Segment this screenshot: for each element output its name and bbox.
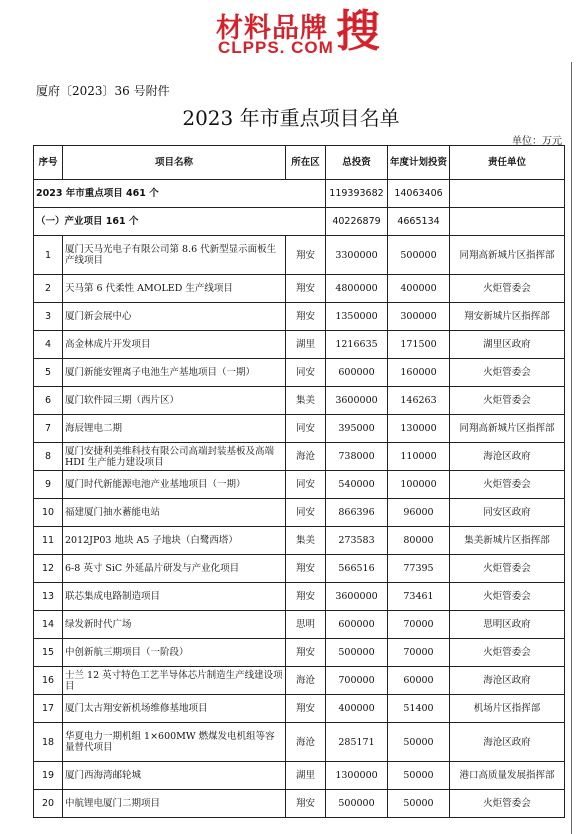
industry-annual: 4665134 <box>388 208 450 236</box>
project-unit: 同翔高新城片区指挥部 <box>450 415 565 443</box>
project-district: 同安 <box>286 471 326 499</box>
project-unit: 海沧区政府 <box>450 443 565 471</box>
table-row <box>34 236 565 275</box>
project-name: 绿发新时代广场 <box>63 611 286 639</box>
project-annual: 110000 <box>388 443 450 471</box>
unit-label: 单位：万元 <box>512 136 562 147</box>
project-no: 15 <box>34 639 63 667</box>
project-district: 湖里 <box>286 762 326 790</box>
project-no: 6 <box>34 387 63 415</box>
project-total: 285171 <box>326 723 388 762</box>
project-name: 海辰锂电二期 <box>63 415 286 443</box>
project-annual: 400000 <box>388 275 450 303</box>
project-annual: 77395 <box>388 555 450 583</box>
project-total: 3300000 <box>326 236 388 275</box>
project-no: 14 <box>34 611 63 639</box>
industry-row <box>34 208 565 236</box>
table-row <box>34 667 565 695</box>
table-row <box>34 303 565 331</box>
project-unit: 同翔高新城片区指挥部 <box>450 236 565 275</box>
project-no: 20 <box>34 790 63 818</box>
project-name: 士兰 12 英寸特色工艺半导体芯片制造生产线建设项目 <box>63 667 286 695</box>
header-name: 项目名称 <box>63 146 286 180</box>
project-annual: 50000 <box>388 790 450 818</box>
project-annual: 300000 <box>388 303 450 331</box>
table-row <box>34 275 565 303</box>
project-district: 同安 <box>286 499 326 527</box>
project-no: 7 <box>34 415 63 443</box>
project-no: 8 <box>34 443 63 471</box>
table-row <box>34 611 565 639</box>
site-logo[interactable] <box>214 6 384 56</box>
project-unit: 海沧区政府 <box>450 723 565 762</box>
project-district: 翔安 <box>286 639 326 667</box>
table-row <box>34 723 565 762</box>
table-row <box>34 639 565 667</box>
project-total: 273583 <box>326 527 388 555</box>
table-header-row <box>34 146 565 180</box>
project-name: 厦门新会展中心 <box>63 303 286 331</box>
project-unit: 火炬管委会 <box>450 359 565 387</box>
project-total: 566516 <box>326 555 388 583</box>
project-annual: 130000 <box>388 415 450 443</box>
project-unit: 港口高质量发展指挥部 <box>450 762 565 790</box>
project-no: 11 <box>34 527 63 555</box>
table-row <box>34 387 565 415</box>
project-district: 海沧 <box>286 667 326 695</box>
project-no: 13 <box>34 583 63 611</box>
project-annual: 50000 <box>388 762 450 790</box>
project-district: 同安 <box>286 359 326 387</box>
project-total: 3600000 <box>326 583 388 611</box>
project-annual: 171500 <box>388 331 450 359</box>
project-total: 4800000 <box>326 275 388 303</box>
project-district: 海沧 <box>286 723 326 762</box>
table-row <box>34 695 565 723</box>
project-district: 翔安 <box>286 790 326 818</box>
project-total: 600000 <box>326 611 388 639</box>
project-district: 翔安 <box>286 275 326 303</box>
project-no: 10 <box>34 499 63 527</box>
table-row <box>34 415 565 443</box>
project-annual: 500000 <box>388 236 450 275</box>
table-row <box>34 331 565 359</box>
project-no: 1 <box>34 236 63 275</box>
project-unit: 同安区政府 <box>450 499 565 527</box>
header-district: 所在区 <box>286 146 326 180</box>
project-unit: 翔安新城片区指挥部 <box>450 303 565 331</box>
project-annual: 100000 <box>388 471 450 499</box>
project-name: 厦门安捷利美维科技有限公司高端封装基板及高端 HDI 生产能力建设项目 <box>63 443 286 471</box>
project-total: 500000 <box>326 639 388 667</box>
header-total: 总投资 <box>326 146 388 180</box>
project-total: 866396 <box>326 499 388 527</box>
project-name: 华夏电力一期机组 1×600MW 燃煤发电机组等容量替代项目 <box>63 723 286 762</box>
table-row <box>34 443 565 471</box>
project-annual: 80000 <box>388 527 450 555</box>
project-name: 天马第 6 代柔性 AMOLED 生产线项目 <box>63 275 286 303</box>
project-no: 17 <box>34 695 63 723</box>
project-district: 集美 <box>286 387 326 415</box>
project-no: 16 <box>34 667 63 695</box>
project-name: 高金林成片开发项目 <box>63 331 286 359</box>
project-name: 厦门时代新能源电池产业基地项目（一期） <box>63 471 286 499</box>
project-annual: 70000 <box>388 639 450 667</box>
industry-unit <box>450 208 565 236</box>
logo-search-character: 搜 <box>336 6 380 57</box>
project-total: 1216635 <box>326 331 388 359</box>
project-unit: 海沧区政府 <box>450 667 565 695</box>
project-total: 3600000 <box>326 387 388 415</box>
summary-unit <box>450 180 565 208</box>
project-no: 2 <box>34 275 63 303</box>
project-unit: 火炬管委会 <box>450 790 565 818</box>
page-edge-line <box>571 62 572 834</box>
project-district: 思明 <box>286 611 326 639</box>
document-title: 2023 年市重点项目名单 <box>182 106 400 130</box>
project-district: 同安 <box>286 415 326 443</box>
table-row <box>34 527 565 555</box>
project-total: 600000 <box>326 359 388 387</box>
header-unit: 责任单位 <box>450 146 565 180</box>
project-annual: 146263 <box>388 387 450 415</box>
project-total: 700000 <box>326 667 388 695</box>
summary-total: 119393682 <box>326 180 388 208</box>
project-annual: 73461 <box>388 583 450 611</box>
table-row <box>34 790 565 818</box>
project-name: 厦门西海湾邮轮城 <box>63 762 286 790</box>
summary-annual: 14063406 <box>388 180 450 208</box>
table-row <box>34 762 565 790</box>
industry-total: 40226879 <box>326 208 388 236</box>
project-name: 厦门天马光电子有限公司第 8.6 代新型显示面板生产线项目 <box>63 236 286 275</box>
project-district: 翔安 <box>286 695 326 723</box>
project-name: 联芯集成电路制造项目 <box>63 583 286 611</box>
project-district: 集美 <box>286 527 326 555</box>
project-total: 1300000 <box>326 762 388 790</box>
table-row <box>34 583 565 611</box>
logo-domain-text: CLPPS. COM <box>218 38 334 57</box>
project-unit: 集美新城片区指挥部 <box>450 527 565 555</box>
project-annual: 51400 <box>388 695 450 723</box>
header-no: 序号 <box>34 146 63 180</box>
project-unit: 火炬管委会 <box>450 471 565 499</box>
project-district: 湖里 <box>286 331 326 359</box>
project-unit: 湖里区政府 <box>450 331 565 359</box>
header-annual: 年度计划投资 <box>388 146 450 180</box>
project-total: 500000 <box>326 790 388 818</box>
project-district: 翔安 <box>286 555 326 583</box>
project-unit: 火炬管委会 <box>450 275 565 303</box>
project-unit: 火炬管委会 <box>450 583 565 611</box>
project-unit: 火炬管委会 <box>450 387 565 415</box>
project-no: 19 <box>34 762 63 790</box>
project-unit: 思明区政府 <box>450 611 565 639</box>
document-reference: 厦府〔2023〕36 号附件 <box>36 84 170 98</box>
project-no: 5 <box>34 359 63 387</box>
project-district: 翔安 <box>286 236 326 275</box>
table-row <box>34 499 565 527</box>
project-annual: 96000 <box>388 499 450 527</box>
project-name: 中创新航三期项目（一阶段） <box>63 639 286 667</box>
project-name: 厦门新能安锂离子电池生产基地项目（一期） <box>63 359 286 387</box>
project-total: 738000 <box>326 443 388 471</box>
project-total: 1350000 <box>326 303 388 331</box>
logo-chinese-text: 材料品牌 <box>216 13 328 44</box>
project-name: 厦门太古翔安新机场维修基地项目 <box>63 695 286 723</box>
project-name: 福建厦门抽水蓄能电站 <box>63 499 286 527</box>
project-table <box>33 145 565 818</box>
project-unit: 机场片区指挥部 <box>450 695 565 723</box>
project-district: 翔安 <box>286 583 326 611</box>
industry-label: （一）产业项目 161 个 <box>34 208 326 236</box>
project-annual: 70000 <box>388 611 450 639</box>
project-name: 6-8 英寸 SiC 外延晶片研发与产业化项目 <box>63 555 286 583</box>
summary-row <box>34 180 565 208</box>
project-name: 厦门软件园三期（西片区） <box>63 387 286 415</box>
table-row <box>34 359 565 387</box>
summary-label: 2023 年市重点项目 461 个 <box>34 180 326 208</box>
table-row <box>34 471 565 499</box>
project-annual: 160000 <box>388 359 450 387</box>
project-unit: 火炬管委会 <box>450 555 565 583</box>
project-no: 18 <box>34 723 63 762</box>
project-total: 540000 <box>326 471 388 499</box>
project-total: 400000 <box>326 695 388 723</box>
project-district: 翔安 <box>286 303 326 331</box>
project-name: 中航锂电厦门二期项目 <box>63 790 286 818</box>
project-annual: 50000 <box>388 723 450 762</box>
project-district: 海沧 <box>286 443 326 471</box>
project-no: 9 <box>34 471 63 499</box>
project-no: 3 <box>34 303 63 331</box>
project-annual: 60000 <box>388 667 450 695</box>
project-no: 12 <box>34 555 63 583</box>
project-total: 395000 <box>326 415 388 443</box>
project-unit: 火炬管委会 <box>450 639 565 667</box>
project-no: 4 <box>34 331 63 359</box>
table-row <box>34 555 565 583</box>
project-name: 2012JP03 地块 A5 子地块（白鹭西塔） <box>63 527 286 555</box>
